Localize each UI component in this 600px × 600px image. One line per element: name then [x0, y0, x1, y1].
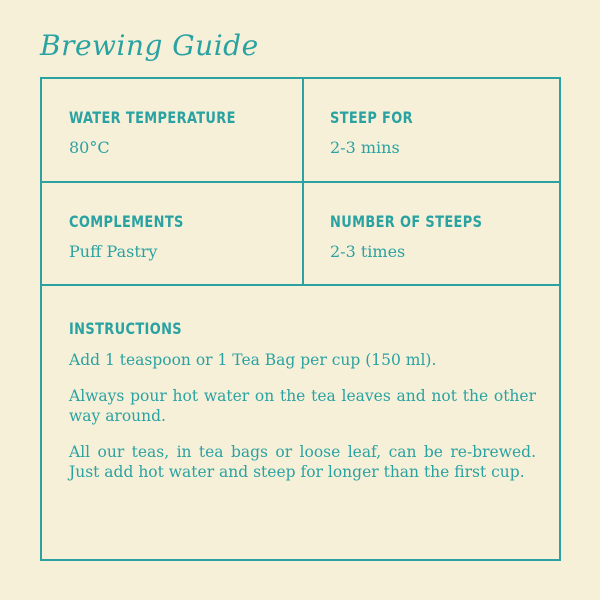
brewing-guide-table — [40, 77, 561, 561]
number-of-steeps-cell — [303, 183, 559, 287]
water-temperature-cell — [42, 79, 303, 183]
steep-for-value: 2-3 mins — [330, 138, 400, 157]
instructions-label: INSTRUCTIONS — [69, 319, 182, 338]
water-temperature-value: 80°C — [69, 138, 110, 157]
water-temperature-label: WATER TEMPERATURE — [69, 108, 236, 127]
instruction-paragraph-3: All our teas, in tea bags or loose leaf, can be re-brewed. Just add hot water and steep for longer than the first cup. — [69, 443, 536, 481]
complements-label: COMPLEMENTS — [69, 212, 184, 231]
instructions-cell — [42, 286, 559, 559]
number-of-steeps-value: 2-3 times — [330, 242, 406, 261]
instruction-paragraph-2: Always pour hot water on the tea leaves and not the other way around. — [69, 387, 536, 425]
complements-value: Puff Pastry — [69, 242, 158, 261]
complements-cell — [42, 183, 303, 287]
page-title: Brewing Guide — [40, 29, 259, 62]
steep-for-cell — [303, 79, 559, 183]
steep-for-label: STEEP FOR — [330, 108, 413, 127]
instruction-paragraph-1: Add 1 teaspoon or 1 Tea Bag per cup (150 ml). — [69, 351, 437, 369]
number-of-steeps-label: NUMBER OF STEEPS — [330, 212, 483, 231]
